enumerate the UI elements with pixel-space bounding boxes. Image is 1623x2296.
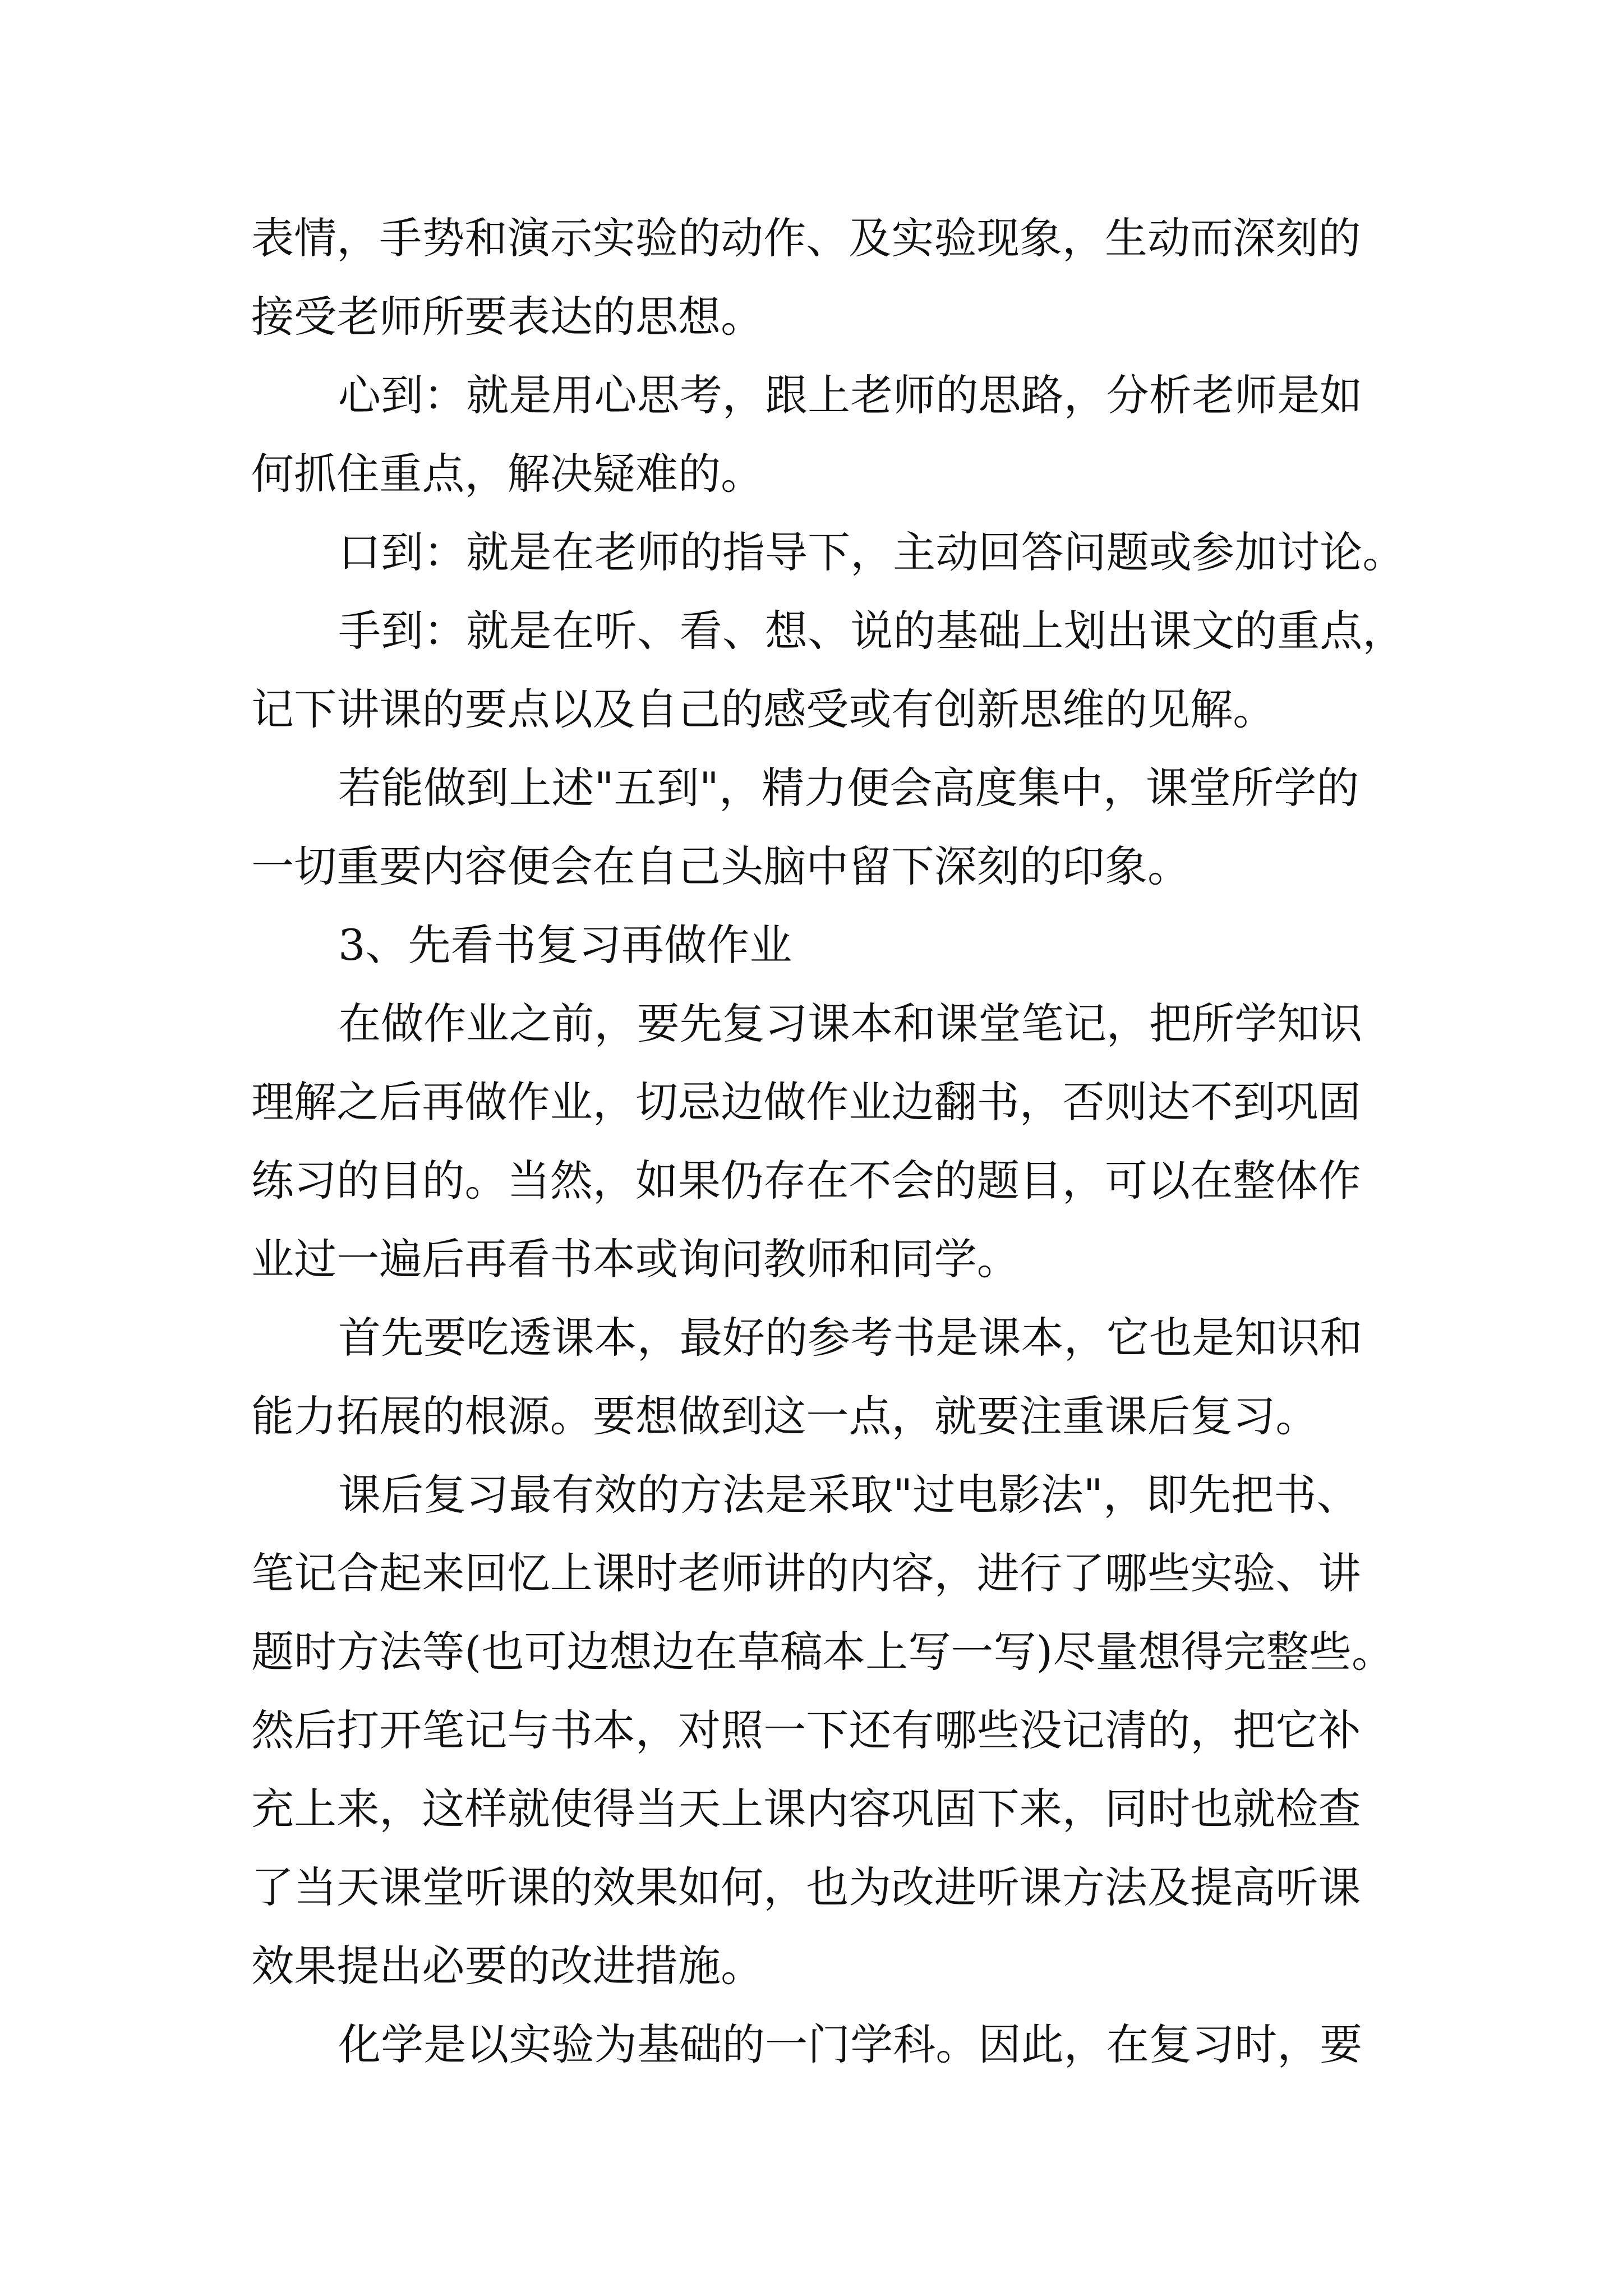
text-line: 笔记合起来回忆上课时老师讲的内容，进行了哪些实验、讲: [251, 1548, 1361, 1598]
text-line: 心到：就是用心思考，跟上老师的思路，分析老师是如: [338, 370, 1363, 420]
text-line: 然后打开笔记与书本，对照一下还有哪些没记清的，把它补: [251, 1705, 1361, 1755]
text-line: 理解之后再做作业，切忌边做作业边翻书，否则达不到巩固: [251, 1077, 1361, 1127]
text-line: 一切重要内容便会在自己头脑中留下深刻的印象。: [251, 841, 1191, 891]
text-line: 在做作业之前，要先复习课本和课堂笔记，把所学知识: [338, 999, 1363, 1048]
body-text: [251, 199, 1405, 2084]
text-line: 记下讲课的要点以及自己的感受或有创新思维的见解。: [251, 684, 1276, 734]
section-heading: 3、先看书复习再做作业: [338, 920, 792, 970]
text-line: 手到：就是在听、看、想、说的基础上划出课文的重点，: [338, 606, 1405, 656]
text-line: 若能做到上述"五到"，精力便会高度集中，课堂所学的: [338, 763, 1359, 813]
text-line: 表情，手势和演示实验的动作、及实验现象，生动而深刻的: [251, 213, 1361, 263]
text-line: 充上来，这样就使得当天上课内容巩固下来，同时也就检查: [251, 1784, 1361, 1834]
text-line: 何抓住重点，解决疑难的。: [251, 449, 764, 499]
text-line: 首先要吃透课本，最好的参考书是课本，它也是知识和: [338, 1313, 1363, 1363]
text-line: 课后复习最有效的方法是采取"过电影法"，即先把书、: [338, 1470, 1359, 1520]
text-line: 了当天课堂听课的效果如何，也为改进听课方法及提高听课: [251, 1862, 1361, 1912]
text-line: 业过一遍后再看书本或询问教师和同学。: [251, 1234, 1020, 1284]
text-line: 练习的目的。当然，如果仍存在不会的题目，可以在整体作: [251, 1156, 1361, 1205]
text-line: 能力拓展的根源。要想做到这一点，就要注重课后复习。: [251, 1391, 1318, 1441]
text-line: 接受老师所要表达的思想。: [251, 292, 764, 342]
text-line: 效果提出必要的改进措施。: [251, 1941, 764, 1991]
text-line: 题时方法等(也可边想边在草稿本上写一写)尽量想得完整些。: [251, 1627, 1395, 1677]
text-line: 化学是以实验为基础的一门学科。因此，在复习时，要: [338, 2019, 1363, 2069]
text-line: 口到：就是在老师的指导下，主动回答问题或参加讨论。: [338, 527, 1405, 577]
